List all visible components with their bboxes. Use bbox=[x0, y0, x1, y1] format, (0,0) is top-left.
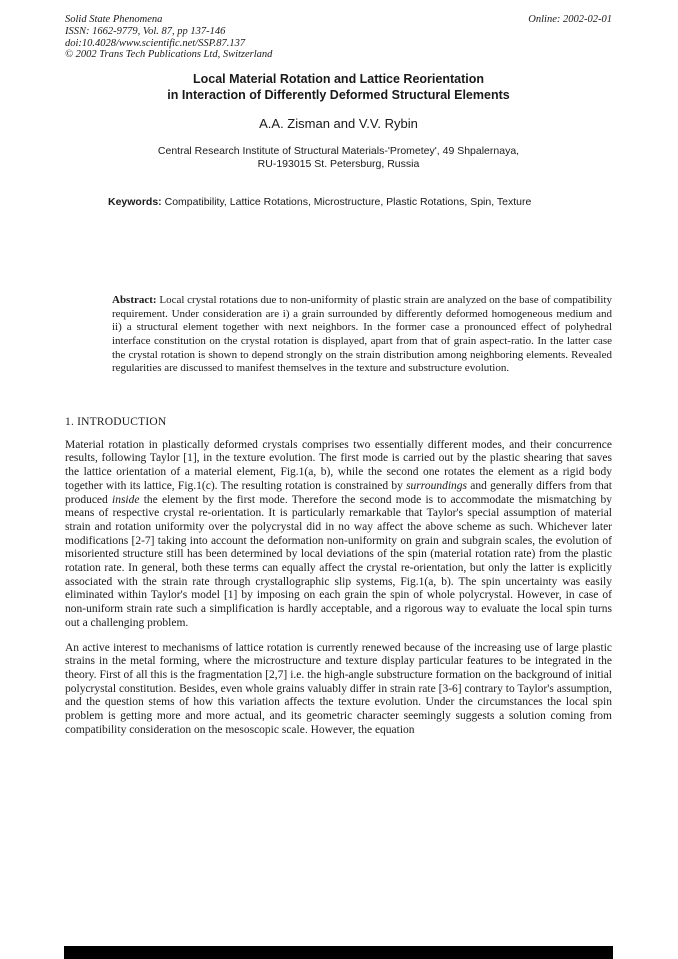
copyright-line: © 2002 Trans Tech Publications Ltd, Switzerland bbox=[65, 49, 273, 61]
abstract-label: Abstract: bbox=[112, 294, 157, 307]
affiliation-line2: RU-193015 St. Petersburg, Russia bbox=[257, 158, 420, 171]
issn-volume-line: ISSN: 1662-9779, Vol. 87, pp 137-146 bbox=[65, 25, 226, 37]
affiliation-line1: Central Research Institute of Structural Materials-'Prometey', 49 Shpalernaya, bbox=[157, 145, 520, 158]
journal-name: Solid State Phenomena bbox=[65, 14, 163, 25]
paragraph1-emphasis-surroundings: surroundings bbox=[406, 479, 467, 492]
affiliation bbox=[65, 145, 612, 171]
abstract bbox=[112, 294, 612, 376]
abstract-text: Local crystal rotations due to non-uniformity of plastic strain are analyzed on the base of compatibility requirement. Under consideration are i) a grain surrounded by differently deformed homogeneous medium and ii) a structural element together with next neighbors. In the former case a pronounced effect of polyhedral interface constitution on the crystal rotation is displayed, apart from that of grain aspect-ratio. In the latter case the crystal rotation is shown to depend strongly on the strain distribution among neighboring elements. Revealed regularities are discussed to manifest themselves in the texture and substructure evolution. bbox=[112, 294, 612, 375]
journal-header-left bbox=[65, 14, 272, 61]
authors: A.A. Zisman and V.V. Rybin bbox=[259, 116, 418, 132]
paper-title bbox=[65, 72, 612, 103]
paragraph1-emphasis-inside: inside bbox=[112, 493, 140, 506]
paper-title-line2: in Interaction of Differently Deformed Structural Elements bbox=[167, 87, 510, 102]
online-date: Online: 2002-02-01 bbox=[528, 14, 612, 25]
footer-redaction-bar bbox=[64, 946, 613, 959]
keywords-text: Compatibility, Lattice Rotations, Microstructure, Plastic Rotations, Spin, Texture bbox=[161, 196, 532, 209]
introduction-paragraph-2: An active interest to mechanisms of lattice rotation is currently renewed because of the increasing use of large plastic strains in the metal forming, where the microstructure and texture display particular features to be integrated in the theory. First of all this is the fragmentation [2,7] i.e. the high-angle substructure formation on the background of initial polycrystal constitution. Besides, even whole grains valuably differ in strain rate [3-6] contrary to Taylor's assumption, and the question stems of how this variation affects the texture evolution. Under the circumstances the local spin problem is getting more and more actual, and its geometric character seemingly suggests a solution coming from compatibility consideration on the mesoscopic scale. However, the equation bbox=[65, 641, 612, 736]
doi-line: doi:10.4028/www.scientific.net/SSP.87.137 bbox=[65, 37, 246, 49]
paragraph1-text-1: Material rotation in plastically deformed crystals comprises two essentially different modes, and their concurrence results, following Taylor [1], in the texture evolution. The first mode is carried out by the plastic shearing that saves the lattice orientation of a material element, Fig.1(a, b), while the second one rotates the element as a rigid body together with its lattice, Fig.1(c). The resulting rotation is constrained by bbox=[65, 438, 612, 492]
keywords-label: Keywords: bbox=[108, 196, 162, 209]
introduction-paragraph-1 bbox=[65, 439, 612, 631]
paragraph1-text-2: and generally differs from that produced bbox=[65, 479, 612, 506]
page-content bbox=[65, 14, 612, 738]
paragraph1-text-3: the element by the first mode. Therefore the second mode is to accommodate the mismatching by means of respective crystal re-orientation. It is particularly remarkable that Taylor's special assumption of material strain and rotation uniformity over the polycrystal did in no way affect the above scheme as such. Whichever later modifications [2-7] taking into account the deformation non-uniformity on grain and subgrain scales, the evolution of misoriented structure still has been determined by local deviations of the spin (material rotation rate) from the plastic rotation rate. In general, both these terms can equally affect the crystal re-orientation, but only the latter is explicitly associated with the strain rate through crystallographic slip systems, Fig.1(a, b). The spin uncertainty was easily eliminated within Taylor's model [1] by imposing on each grain the spin of whole polycrystal. However, in case of non-uniform strain rate such a simplification is hardly acceptable, and a rigorous way to evaluate the local spin turns out a challenging problem. bbox=[65, 493, 612, 629]
keywords-line bbox=[108, 196, 612, 208]
section-heading-introduction: 1. INTRODUCTION bbox=[65, 415, 167, 428]
journal-header bbox=[65, 14, 612, 61]
paper-title-line1: Local Material Rotation and Lattice Reorientation bbox=[192, 72, 484, 87]
